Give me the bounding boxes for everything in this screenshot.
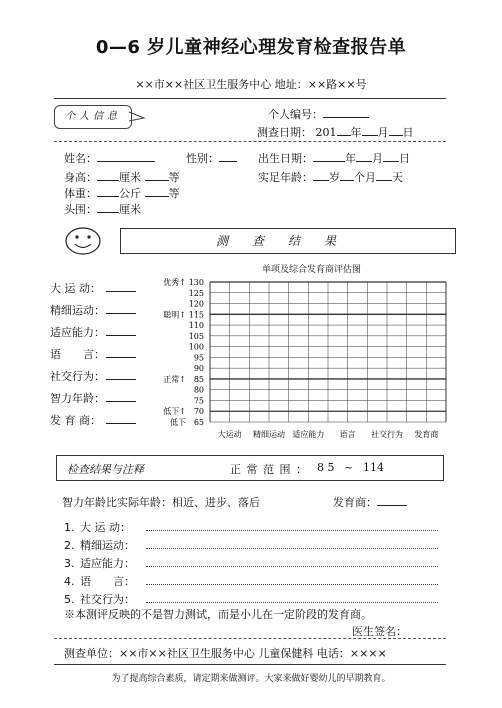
y-annotation: 正常↑ [163,374,186,384]
score-field[interactable] [106,368,136,380]
head-label: 头围： [64,203,97,216]
actual-age-year-unit: 岁 [329,171,340,184]
test-date-label: 测查日期： [257,126,312,139]
birth-year-field[interactable] [313,150,345,162]
smiley-face-icon [64,226,102,256]
note-label: 精细运动： [80,539,135,552]
score-label: 适应能力： [50,326,105,339]
y-tick-label: 130 [188,278,204,287]
note-number: 5. [64,593,75,606]
weight-label: 体重： [64,187,97,200]
x-category-label: 发育商 [414,430,439,439]
clinic-address: ××市××社区卫生服务中心 地址：××路××号 [135,78,367,91]
footer-divider [54,664,446,665]
gender-field[interactable] [219,150,237,162]
x-category-label: 社交行为 [371,430,403,439]
test-result-banner: 测查结果 [120,228,456,254]
gender-row [186,150,237,166]
y-annotation: 聪明↑ [163,310,186,320]
score-row [50,346,136,362]
note-label: 大 运 动： [80,521,131,534]
head-row [64,201,141,217]
note-field[interactable] [146,574,438,585]
score-field[interactable] [106,280,136,292]
footer-note: 为了提高综合素质，请定期来做测评。大家来做好婴幼儿的早期教育。 [111,674,391,684]
y-tick-label: 65 [193,418,204,427]
name-label: 姓名： [64,152,97,165]
y-tick-label: 85 [193,374,204,384]
actual-age-month-field[interactable] [340,169,354,181]
score-label: 大 运 动： [50,282,101,295]
result-box [56,455,444,481]
score-row [50,280,136,296]
note-row [64,519,438,535]
note-field[interactable] [146,556,438,567]
x-category-label: 大运动 [217,430,242,439]
y-tick-label: 125 [188,288,204,298]
test-date-day-field[interactable] [389,124,403,136]
actual-age-year-field[interactable] [313,169,329,181]
test-date-year-prefix: 201 [315,126,337,139]
actual-age-day-unit: 天 [392,171,403,184]
y-tick-label: 120 [188,299,204,309]
score-field[interactable] [106,324,136,336]
score-field[interactable] [106,302,136,314]
birth-row [258,150,410,166]
test-date-row [257,124,414,140]
weight-row [64,185,180,201]
height-row [64,169,180,185]
doctor-sign-label: 医生签名： [352,625,407,638]
y-annotation: 优秀↑ [163,278,186,287]
personal-id-label: 个人编号： [268,108,323,121]
chart-title: 单项及综合发育商评估图 [262,265,362,275]
y-tick-label: 90 [193,364,204,374]
result-label: 检查结果与注释 [67,463,144,476]
name-field[interactable] [97,150,155,162]
info-dashed-divider [54,141,446,142]
note-row [64,537,438,553]
weight-field[interactable] [97,185,119,197]
actual-age-row [258,169,403,185]
y-annotation: 低下 [170,418,186,427]
x-category-label: 适应能力 [292,430,325,439]
footer-unit: 测查单位：××市××社区卫生服务中心 儿童保健科 电话：×××× [64,647,387,660]
note-field[interactable] [146,592,438,603]
note-number: 1. [64,521,75,534]
score-row [50,324,136,340]
note-number: 4. [64,575,75,588]
score-field[interactable] [106,390,136,402]
score-row [50,302,136,318]
header-divider [54,98,446,99]
score-field[interactable] [106,412,136,424]
test-date-day-unit: 日 [402,126,414,139]
note-label: 适应能力： [80,557,135,570]
actual-age-day-field[interactable] [376,169,392,181]
y-tick-label: 110 [188,321,204,331]
birth-month-field[interactable] [356,150,372,162]
head-field[interactable] [97,201,119,213]
score-row [50,390,136,406]
test-date-year-field[interactable] [337,124,351,136]
weight-grade-field[interactable] [145,185,169,197]
score-label: 社交行为： [50,370,105,383]
gender-label: 性别： [186,152,219,165]
intel-age-compare: 智力年龄比实际年龄：相近、进步、落后 [62,496,260,509]
dq-field[interactable] [377,494,407,506]
note-row [64,573,438,589]
height-unit: 厘米 [119,171,141,184]
name-row [64,150,155,166]
note-field[interactable] [146,520,438,531]
height-grade-field[interactable] [145,169,169,181]
test-date-month-unit: 月 [377,126,389,139]
height-label: 身高： [64,171,97,184]
score-row [50,412,136,428]
score-row [50,368,136,384]
note-field[interactable] [146,538,438,549]
x-category-label: 精细运动 [253,430,285,439]
note-label: 社交行为： [80,593,135,606]
height-field[interactable] [97,169,119,181]
y-annotation: 低下↑ [163,407,186,417]
normal-range-tilde: ~ [344,461,354,474]
dq-row [333,494,407,510]
normal-range-label: 正 常 范 围 ： [230,463,308,476]
actual-age-label: 实足年龄： [258,171,313,184]
weight-grade-unit: 等 [168,187,180,200]
height-grade-unit: 等 [168,171,180,184]
normal-range-low: 8 5 [317,461,335,474]
score-field[interactable] [106,346,136,358]
test-date-month-field[interactable] [362,124,378,136]
birth-label: 出生日期： [258,152,313,165]
weight-unit: 公斤 [119,187,141,200]
birth-month-unit: 月 [372,152,383,165]
dq-label: 发育商： [333,496,377,509]
score-label: 发 育 商： [50,414,101,427]
note-row [64,555,438,571]
x-category-label: 语言 [339,430,356,439]
birth-day-unit: 日 [399,152,410,165]
footer-dashed-divider [54,638,446,639]
note-number: 2. [64,539,75,552]
actual-age-month-unit: 个月 [354,171,376,184]
personal-info-callout: 个人信息 [54,105,132,129]
personal-id-row [268,106,369,122]
disclaimer: ※本测评反映的不是智力测试，而是小儿在一定阶段的发育商。 [64,608,372,621]
note-label: 语 言： [80,575,135,588]
report-title: 0—6 岁儿童神经心理发育检查报告单 [95,37,407,58]
head-unit: 厘米 [119,203,141,216]
y-tick-label: 105 [188,331,204,341]
y-tick-label: 115 [188,310,204,320]
personal-id-field[interactable] [323,106,369,118]
birth-year-unit: 年 [345,152,356,165]
callout-pointer [128,108,148,124]
note-row [64,591,438,607]
score-label: 精细运动： [50,304,105,317]
y-tick-label: 75 [193,396,204,406]
y-tick-label: 80 [193,385,204,395]
dq-chart-svg [160,276,470,451]
normal-range-high: 114 [363,461,384,474]
test-date-year-unit: 年 [350,126,362,139]
y-tick-label: 70 [193,407,204,417]
y-tick-label: 100 [188,342,204,352]
score-label: 语 言： [50,348,105,361]
score-label: 智力年龄： [50,392,105,405]
y-tick-label: 95 [193,353,204,363]
birth-day-field[interactable] [383,150,399,162]
note-number: 3. [64,557,75,570]
